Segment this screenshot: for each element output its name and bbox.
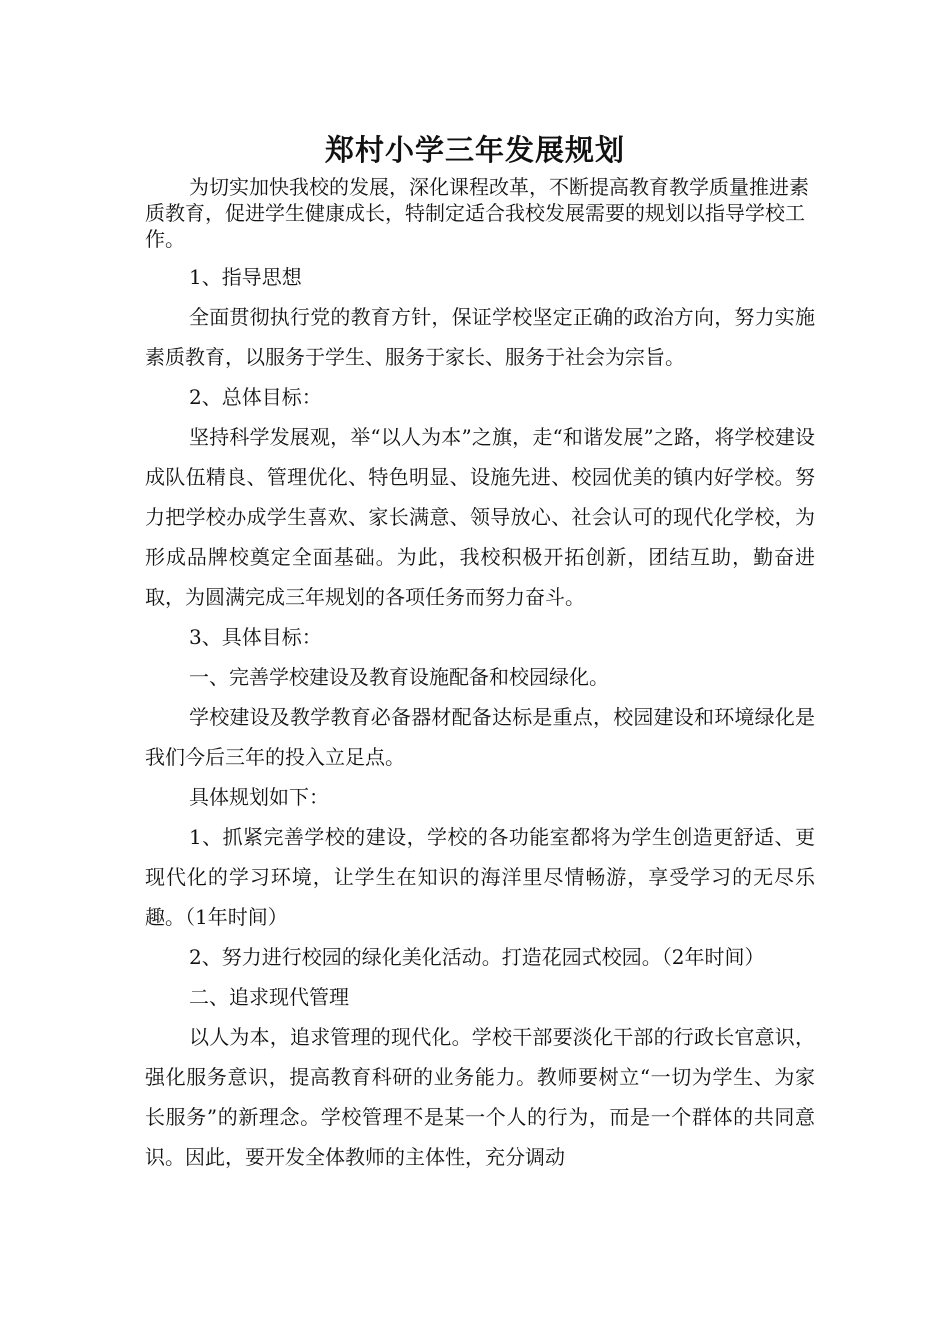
body-paragraph: 坚持科学发展观，举“以人为本”之旗，走“和谐发展”之路，将学校建设成队伍精良、管理优化、特色明显、设施先进、校园优美的镇内好学校。努力把学校办成学生喜欢、家长满意、领导放心、社会认可的现代化学校，为形成品牌校奠定全面基础。为此，我校积极开拓创新，团结互助，勤奋进取，为圆满完成三年规划的各项任务而努力奋斗。	[145, 425, 815, 609]
body-paragraph: 以人为本，追求管理的现代化。学校干部要淡化干部的行政长官意识，强化服务意识，提高教育科研的业务能力。教师要树立“一切为学生、为家长服务”的新理念。学校管理不是某一个人的行为，而是一个群体的共同意识。因此，要开发全体教师的主体性，充分调动	[145, 1025, 815, 1169]
body-paragraph: 具体规划如下：	[189, 785, 329, 809]
list-item: 2、努力进行校园的绿化美化活动。打造花园式校园。（2年时间）	[189, 945, 765, 969]
section-heading: 1、指导思想	[189, 265, 302, 289]
section-heading: 2、总体目标：	[189, 385, 322, 409]
document-title: 郑村小学三年发展规划	[324, 133, 625, 167]
body-paragraph: 学校建设及教学教育必备器材配备达标是重点，校园建设和环境绿化是我们今后三年的投入立足点。	[145, 705, 815, 769]
subsection-heading: 一、完善学校建设及教育设施配备和校园绿化。	[189, 665, 609, 689]
section-heading: 3、具体目标：	[189, 625, 322, 649]
intro-paragraph: 为切实加快我校的发展，深化课程改革，不断提高教育教学质量推进素质教育，促进学生健康成长，特制定适合我校发展需要的规划以指导学校工作。	[145, 175, 809, 251]
document-body	[145, 257, 815, 1177]
body-paragraph: 全面贯彻执行党的教育方针，保证学校坚定正确的政治方向，努力实施素质教育，以服务于学生、服务于家长、服务于社会为宗旨。	[145, 305, 815, 369]
list-item: 1、抓紧完善学校的建设，学校的各功能室都将为学生创造更舒适、更现代化的学习环境，让学生在知识的海洋里尽情畅游，享受学习的无尽乐趣。（1年时间）	[145, 825, 815, 929]
subsection-heading: 二、追求现代管理	[189, 985, 349, 1009]
